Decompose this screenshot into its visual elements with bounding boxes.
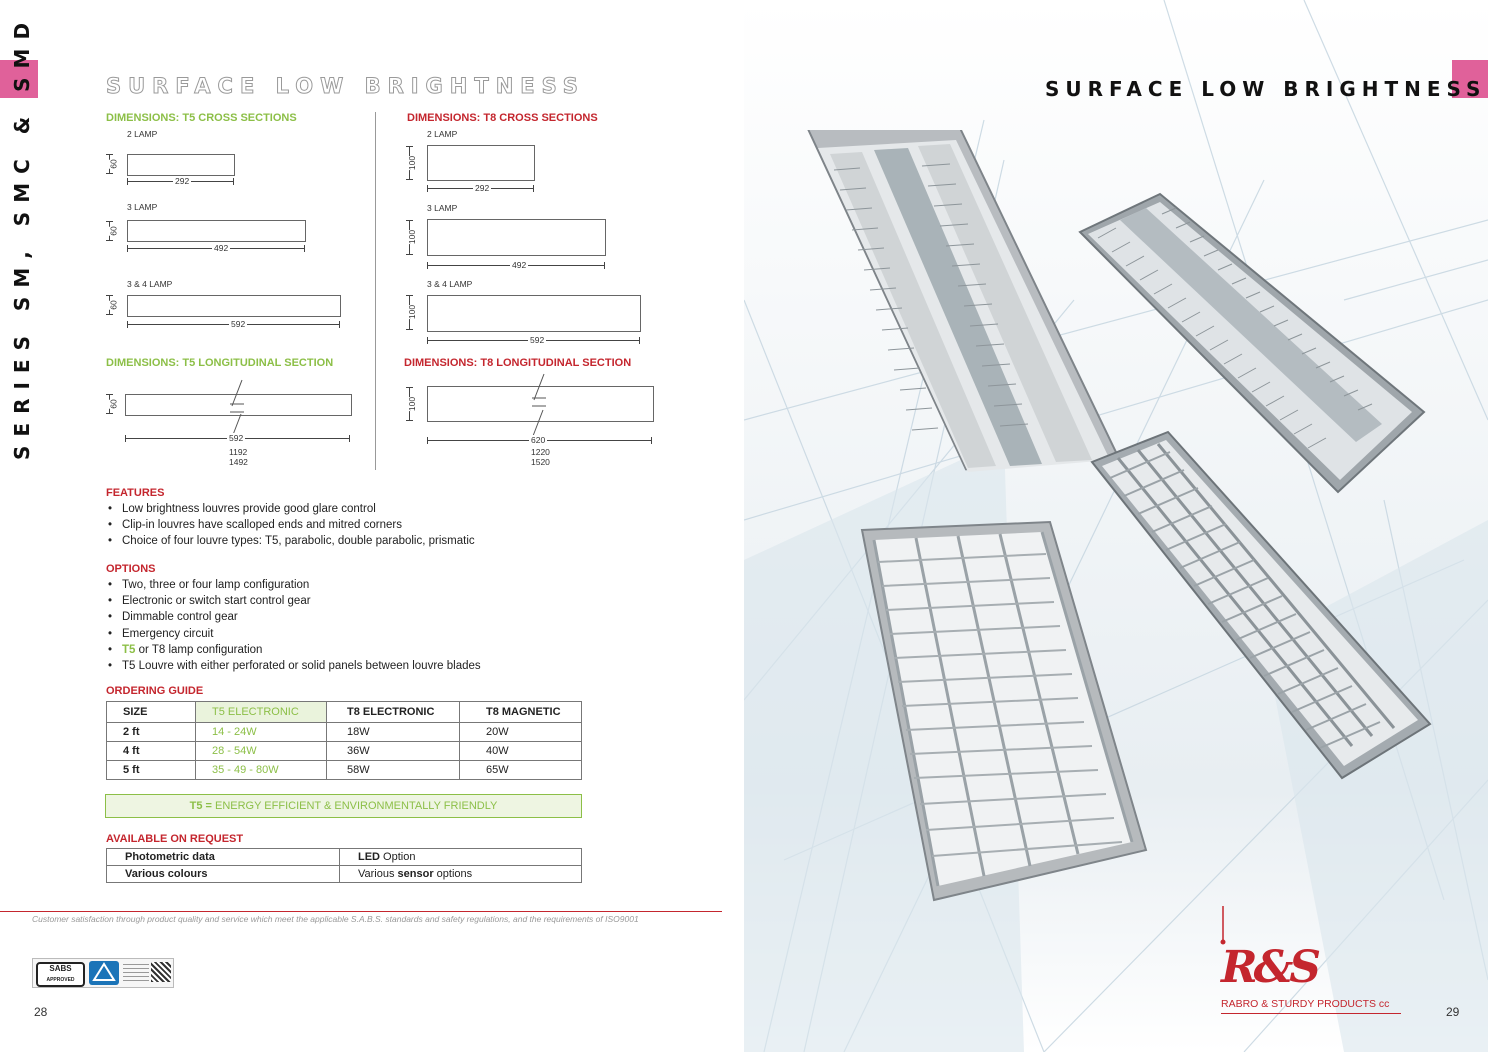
- left-page-title: SURFACE LOW BRIGHTNESS: [106, 74, 585, 98]
- t5-3lamp-width: 492: [214, 243, 229, 253]
- options-heading: OPTIONS: [106, 563, 156, 575]
- t8-long-break-mark: [528, 372, 550, 438]
- feature-item: • Clip-in louvres have scalloped ends and mitred corners: [106, 517, 475, 533]
- ordering-heading: ORDERING GUIDE: [106, 685, 204, 697]
- available-table: [106, 848, 582, 883]
- ordering-table: [106, 701, 582, 780]
- t5-highlight: T5: [122, 643, 136, 656]
- cell-size: 4 ft: [107, 742, 196, 761]
- options-list: [106, 577, 481, 674]
- t8-2lamp-height: 100: [407, 155, 418, 171]
- t5-long-heading: DIMENSIONS: T5 LONGITUDINAL SECTION: [106, 357, 334, 369]
- option-item: • T5 Louvre with either perforated or solid panels between louvre blades: [106, 658, 481, 674]
- t8-3lamp-height: 100: [407, 229, 418, 245]
- t5-3lamp-label: 3 LAMP: [127, 202, 158, 212]
- t5-2lamp-width: 292: [175, 176, 190, 186]
- col-t8-electronic: T8 ELECTRONIC: [327, 702, 460, 723]
- t8-3lamp-section: [427, 219, 606, 256]
- t5-2lamp-height: 60: [108, 159, 119, 169]
- t8-2lamp-section: [427, 145, 535, 181]
- option-item: • Electronic or switch start control gear: [106, 593, 481, 609]
- cell-t8e: 36W: [327, 742, 460, 761]
- cell-t5: 28 - 54W: [196, 742, 327, 761]
- feature-item: • Choice of four louvre types: T5, parabolic, double parabolic, prismatic: [106, 533, 475, 549]
- tuv-triangle-icon: [89, 961, 119, 985]
- sensor-pre: Various: [358, 868, 398, 880]
- t5-34lamp-height: 60: [108, 300, 119, 310]
- led-bold: LED: [358, 851, 380, 863]
- right-page-title: SURFACE LOW BRIGHTNESS: [1045, 77, 1487, 101]
- cell-t8e: 18W: [327, 723, 460, 742]
- t5-long-height: 60: [108, 399, 119, 409]
- cell-t5: 14 - 24W: [196, 723, 327, 742]
- t8-long-length-3: 1520: [531, 457, 550, 467]
- column-divider: [375, 112, 376, 470]
- t8-34lamp-label: 3 & 4 LAMP: [427, 279, 473, 289]
- option-item: • Dimmable control gear: [106, 609, 481, 625]
- right-page-number: 29: [1446, 1005, 1460, 1019]
- cell-led-option: [340, 849, 582, 866]
- company-name: RABRO & STURDY PRODUCTS cc: [1221, 998, 1390, 1010]
- t8-3lamp-label: 3 LAMP: [427, 203, 458, 213]
- table-row: [107, 866, 582, 883]
- t5-long-length-2: 1192: [229, 447, 248, 457]
- cell-size: 2 ft: [107, 723, 196, 742]
- energy-note-text: ENERGY EFFICIENT & ENVIRONMENTALLY FRIENDLY: [211, 800, 498, 812]
- t5-cross-heading: DIMENSIONS: T5 CROSS SECTIONS: [106, 112, 297, 124]
- t8-34lamp-height: 100: [407, 304, 418, 320]
- col-t5-electronic: T5 ELECTRONIC: [196, 702, 327, 723]
- tuv-badge: [89, 961, 119, 985]
- rs-logo: R&S: [1221, 942, 1318, 993]
- sensor-bold: sensor: [397, 868, 434, 880]
- t8-2lamp-width: 292: [475, 183, 490, 193]
- option-item-rest: or T8 lamp configuration: [135, 643, 263, 656]
- option-item: • Emergency circuit: [106, 626, 481, 642]
- cell-t8m: 40W: [460, 742, 582, 761]
- t5-34lamp-label: 3 & 4 LAMP: [127, 279, 173, 289]
- logo-connector-line: [1218, 906, 1228, 946]
- energy-note-bold: T5 =: [189, 800, 212, 812]
- sabs-badge: [36, 962, 85, 987]
- sensor-post: options: [433, 868, 473, 880]
- cell-t8e: 58W: [327, 761, 460, 780]
- cell-size: 5 ft: [107, 761, 196, 780]
- cell-photometric: Photometric data: [107, 849, 340, 866]
- t8-2lamp-label: 2 LAMP: [427, 129, 458, 139]
- features-list: [106, 501, 475, 550]
- t5-2lamp-label: 2 LAMP: [127, 129, 158, 139]
- sabs-approved-text: APPROVED: [46, 977, 75, 983]
- available-heading: AVAILABLE ON REQUEST: [106, 833, 244, 845]
- footer-text: Customer satisfaction through product quality and service which meet the applicable S.A.B.S. standards and safety regulations, and the requirements of ISO9001: [32, 914, 639, 924]
- t8-long-height: 100: [407, 396, 418, 412]
- table-row: [107, 742, 582, 761]
- certification-badges: [32, 958, 174, 988]
- t5-2lamp-section: [127, 154, 235, 176]
- series-vertical-title: SERIES SM, SMC & SMD: [10, 13, 34, 460]
- option-item: • Two, three or four lamp configuration: [106, 577, 481, 593]
- t5-34lamp-width: 592: [231, 319, 246, 329]
- cell-t8m: 20W: [460, 723, 582, 742]
- footer-rule: [0, 911, 722, 912]
- table-row: [107, 849, 582, 866]
- t5-long-length-1: 592: [229, 433, 244, 443]
- col-size: SIZE: [107, 702, 196, 723]
- option-item-lamp-config: [106, 642, 481, 658]
- qr-code-icon: [151, 962, 171, 982]
- table-row: [107, 723, 582, 742]
- iso-text-block: [123, 964, 149, 982]
- t5-3lamp-section: [127, 220, 306, 242]
- feature-item: • Low brightness louvres provide good glare control: [106, 501, 475, 517]
- t8-long-length-2: 1220: [531, 447, 550, 457]
- col-t8-magnetic: T8 MAGNETIC: [460, 702, 582, 723]
- t8-long-length-1: 620: [531, 435, 546, 445]
- t5-long-length-3: 1492: [229, 457, 248, 467]
- led-rest: Option: [380, 851, 416, 863]
- t5-34lamp-section: [127, 295, 341, 317]
- t8-34lamp-width: 592: [530, 335, 545, 345]
- energy-efficient-note: [105, 794, 582, 818]
- t5-3lamp-height: 60: [108, 226, 119, 236]
- cell-t8m: 65W: [460, 761, 582, 780]
- cell-t5: 35 - 49 - 80W: [196, 761, 327, 780]
- t8-3lamp-width: 492: [512, 260, 527, 270]
- luminaire-parabolic-louvre: [1086, 428, 1436, 788]
- t8-34lamp-section: [427, 295, 641, 332]
- features-heading: FEATURES: [106, 487, 165, 499]
- t8-cross-heading: DIMENSIONS: T8 CROSS SECTIONS: [407, 112, 598, 124]
- t8-long-heading: DIMENSIONS: T8 LONGITUDINAL SECTION: [404, 357, 632, 369]
- table-row: [107, 761, 582, 780]
- left-page-number: 28: [34, 1005, 48, 1019]
- ordering-header-row: [107, 702, 582, 723]
- cell-colours: Various colours: [107, 866, 340, 883]
- cell-sensor-options: [340, 866, 582, 883]
- sabs-text: SABS: [49, 964, 72, 973]
- company-underline: [1221, 1013, 1401, 1014]
